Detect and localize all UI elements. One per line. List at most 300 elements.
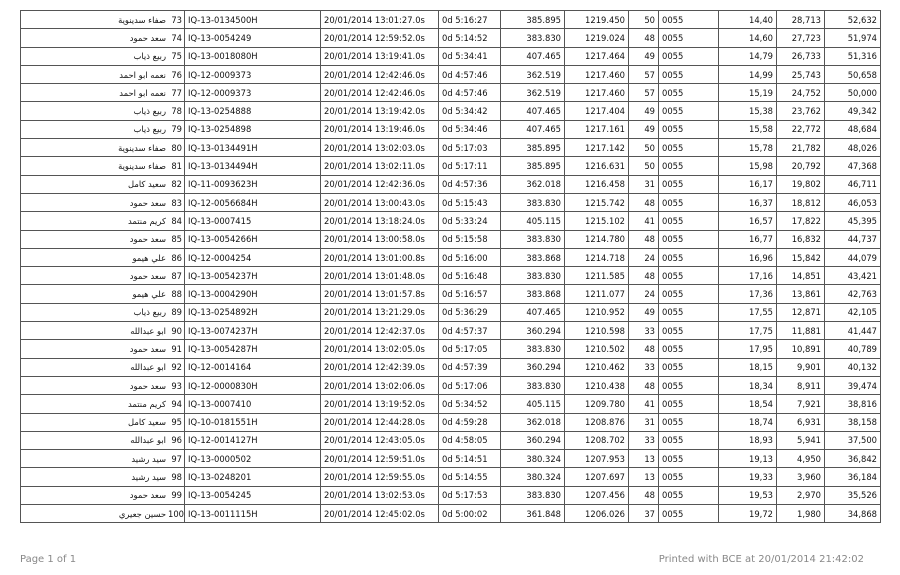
value-a-cell: 16,77 — [719, 230, 777, 248]
row-number: 79 — [171, 124, 182, 135]
speed-cell: 1211.585 — [565, 267, 629, 285]
value-a-cell: 18,34 — [719, 376, 777, 394]
name-cell — [21, 340, 185, 358]
code-cell: 0055 — [659, 267, 719, 285]
duration-cell: 0d 5:15:43 — [439, 193, 501, 211]
code-cell: 0055 — [659, 486, 719, 504]
duration-cell: 0d 5:33:24 — [439, 212, 501, 230]
distance-cell: 383.830 — [501, 193, 565, 211]
speed-cell: 1210.438 — [565, 376, 629, 394]
row-number: 80 — [171, 142, 182, 153]
code-cell: 0055 — [659, 84, 719, 102]
name-cell — [21, 395, 185, 413]
speed-cell: 1216.631 — [565, 157, 629, 175]
duration-cell: 0d 5:34:46 — [439, 120, 501, 138]
distance-cell: 362.018 — [501, 413, 565, 431]
distance-cell: 360.294 — [501, 358, 565, 376]
distance-cell: 380.324 — [501, 468, 565, 486]
count-cell: 31 — [629, 175, 659, 193]
datetime-cell: 20/01/2014 13:00:58.0s — [321, 230, 439, 248]
count-cell: 57 — [629, 84, 659, 102]
duration-cell: 0d 5:16:27 — [439, 11, 501, 29]
value-a-cell: 14,60 — [719, 29, 777, 47]
value-a-cell: 18,74 — [719, 413, 777, 431]
table-row — [21, 11, 881, 29]
name-cell — [21, 468, 185, 486]
name-cell — [21, 358, 185, 376]
row-number: 86 — [171, 252, 182, 263]
datetime-cell: 20/01/2014 12:42:39.0s — [321, 358, 439, 376]
value-c-cell: 45,395 — [825, 212, 881, 230]
name-cell — [21, 84, 185, 102]
speed-cell: 1217.142 — [565, 139, 629, 157]
speed-cell: 1206.026 — [565, 505, 629, 523]
name-cell — [21, 47, 185, 65]
duration-cell: 0d 5:14:55 — [439, 468, 501, 486]
name-cell — [21, 11, 185, 29]
speed-cell: 1207.697 — [565, 468, 629, 486]
duration-cell: 0d 5:36:29 — [439, 303, 501, 321]
speed-cell: 1208.702 — [565, 431, 629, 449]
participant-name: كريم منتمد — [128, 398, 166, 409]
participant-name: ابو عبدالله — [130, 325, 166, 336]
datetime-cell: 20/01/2014 13:02:03.0s — [321, 139, 439, 157]
datetime-cell: 20/01/2014 13:01:48.0s — [321, 267, 439, 285]
value-b-cell: 12,871 — [777, 303, 825, 321]
table-row — [21, 486, 881, 504]
row-number: 74 — [171, 32, 182, 43]
table-row — [21, 450, 881, 468]
row-number: 83 — [171, 197, 182, 208]
row-number: 77 — [171, 87, 182, 98]
name-cell — [21, 376, 185, 394]
value-b-cell: 3,960 — [777, 468, 825, 486]
table-row — [21, 248, 881, 266]
code-cell: 0055 — [659, 120, 719, 138]
participant-name: سعد حمود — [129, 197, 166, 208]
count-cell: 24 — [629, 248, 659, 266]
value-a-cell: 14,79 — [719, 47, 777, 65]
name-cell — [21, 139, 185, 157]
name-cell — [21, 450, 185, 468]
id-cell: IQ-13-0011115H — [185, 505, 321, 523]
name-cell — [21, 267, 185, 285]
duration-cell: 0d 5:17:06 — [439, 376, 501, 394]
id-cell: IQ-13-0254892H — [185, 303, 321, 321]
datetime-cell: 20/01/2014 12:42:46.0s — [321, 84, 439, 102]
code-cell: 0055 — [659, 505, 719, 523]
row-number: 76 — [171, 69, 182, 80]
row-number: 81 — [171, 161, 182, 172]
speed-cell: 1211.077 — [565, 285, 629, 303]
datetime-cell: 20/01/2014 13:19:42.0s — [321, 102, 439, 120]
count-cell: 48 — [629, 29, 659, 47]
id-cell: IQ-12-0004254 — [185, 248, 321, 266]
value-b-cell: 15,842 — [777, 248, 825, 266]
value-b-cell: 23,762 — [777, 102, 825, 120]
participant-name: ابو عبدالله — [130, 435, 166, 446]
speed-cell: 1215.102 — [565, 212, 629, 230]
row-number: 92 — [171, 362, 182, 373]
id-cell: IQ-13-0254898 — [185, 120, 321, 138]
duration-cell: 0d 5:00:02 — [439, 505, 501, 523]
datetime-cell: 20/01/2014 12:42:36.0s — [321, 175, 439, 193]
participant-name: ربيع ذياب — [133, 124, 166, 135]
duration-cell: 0d 5:17:11 — [439, 157, 501, 175]
distance-cell: 362.018 — [501, 175, 565, 193]
table-row — [21, 29, 881, 47]
id-cell: IQ-13-0054245 — [185, 486, 321, 504]
code-cell: 0055 — [659, 303, 719, 321]
value-a-cell: 15,19 — [719, 84, 777, 102]
participant-name: كريم منتمد — [128, 215, 166, 226]
value-c-cell: 48,026 — [825, 139, 881, 157]
row-number: 99 — [171, 490, 182, 501]
id-cell: IQ-13-0248201 — [185, 468, 321, 486]
datetime-cell: 20/01/2014 12:42:37.0s — [321, 322, 439, 340]
value-b-cell: 18,812 — [777, 193, 825, 211]
table-row — [21, 505, 881, 523]
speed-cell: 1219.450 — [565, 11, 629, 29]
count-cell: 48 — [629, 230, 659, 248]
id-cell: IQ-10-0181551H — [185, 413, 321, 431]
table-row — [21, 413, 881, 431]
count-cell: 49 — [629, 120, 659, 138]
id-cell: IQ-13-0074237H — [185, 322, 321, 340]
distance-cell: 383.830 — [501, 376, 565, 394]
name-cell — [21, 102, 185, 120]
distance-cell: 361.848 — [501, 505, 565, 523]
row-number: 85 — [171, 234, 182, 245]
distance-cell: 407.465 — [501, 120, 565, 138]
count-cell: 41 — [629, 395, 659, 413]
value-a-cell: 17,16 — [719, 267, 777, 285]
count-cell: 33 — [629, 322, 659, 340]
datetime-cell: 20/01/2014 12:43:05.0s — [321, 431, 439, 449]
id-cell: IQ-13-0004290H — [185, 285, 321, 303]
value-a-cell: 15,78 — [719, 139, 777, 157]
datetime-cell: 20/01/2014 13:19:46.0s — [321, 120, 439, 138]
code-cell: 0055 — [659, 468, 719, 486]
datetime-cell: 20/01/2014 13:01:00.8s — [321, 248, 439, 266]
duration-cell: 0d 5:34:52 — [439, 395, 501, 413]
participant-name: حسين جعيري — [118, 508, 166, 519]
name-cell — [21, 230, 185, 248]
value-b-cell: 8,911 — [777, 376, 825, 394]
distance-cell: 385.895 — [501, 157, 565, 175]
code-cell: 0055 — [659, 193, 719, 211]
name-cell — [21, 157, 185, 175]
value-c-cell: 37,500 — [825, 431, 881, 449]
speed-cell: 1210.952 — [565, 303, 629, 321]
value-c-cell: 50,000 — [825, 84, 881, 102]
value-b-cell: 20,792 — [777, 157, 825, 175]
value-c-cell: 38,158 — [825, 413, 881, 431]
count-cell: 31 — [629, 413, 659, 431]
participant-name: نعمه ابو احمد — [119, 87, 166, 98]
value-b-cell: 6,931 — [777, 413, 825, 431]
distance-cell: 380.324 — [501, 450, 565, 468]
table-row — [21, 395, 881, 413]
name-cell — [21, 486, 185, 504]
value-b-cell: 1,980 — [777, 505, 825, 523]
duration-cell: 0d 5:14:51 — [439, 450, 501, 468]
value-a-cell: 18,93 — [719, 431, 777, 449]
code-cell: 0055 — [659, 376, 719, 394]
name-cell — [21, 193, 185, 211]
id-cell: IQ-13-0007415 — [185, 212, 321, 230]
participant-name: سعد حمود — [129, 32, 166, 43]
value-b-cell: 22,772 — [777, 120, 825, 138]
printed-timestamp: Printed with BCE at 20/01/2014 21:42:02 — [658, 554, 864, 565]
value-c-cell: 44,737 — [825, 230, 881, 248]
distance-cell: 407.465 — [501, 303, 565, 321]
value-b-cell: 21,782 — [777, 139, 825, 157]
row-number: 78 — [171, 106, 182, 117]
results-table — [20, 10, 881, 523]
value-c-cell: 34,868 — [825, 505, 881, 523]
code-cell: 0055 — [659, 175, 719, 193]
datetime-cell: 20/01/2014 13:18:24.0s — [321, 212, 439, 230]
datetime-cell: 20/01/2014 12:42:46.0s — [321, 65, 439, 83]
value-a-cell: 18,54 — [719, 395, 777, 413]
datetime-cell: 20/01/2014 12:59:52.0s — [321, 29, 439, 47]
value-b-cell: 17,822 — [777, 212, 825, 230]
distance-cell: 383.830 — [501, 29, 565, 47]
participant-name: صفاء سدينوية — [118, 161, 166, 172]
value-b-cell: 14,851 — [777, 267, 825, 285]
id-cell: IQ-12-0014164 — [185, 358, 321, 376]
duration-cell: 0d 5:17:03 — [439, 139, 501, 157]
table-row — [21, 65, 881, 83]
participant-name: صفاء سدينوية — [118, 142, 166, 153]
speed-cell: 1210.462 — [565, 358, 629, 376]
participant-name: علي هيمو — [132, 252, 166, 263]
name-cell — [21, 413, 185, 431]
name-cell — [21, 175, 185, 193]
value-b-cell: 4,950 — [777, 450, 825, 468]
duration-cell: 0d 5:15:58 — [439, 230, 501, 248]
datetime-cell: 20/01/2014 13:19:41.0s — [321, 47, 439, 65]
value-a-cell: 15,98 — [719, 157, 777, 175]
table-row — [21, 193, 881, 211]
datetime-cell: 20/01/2014 13:02:11.0s — [321, 157, 439, 175]
participant-name: ربيع ذياب — [133, 307, 166, 318]
duration-cell: 0d 5:17:05 — [439, 340, 501, 358]
id-cell: IQ-11-0093623H — [185, 175, 321, 193]
id-cell: IQ-13-0054237H — [185, 267, 321, 285]
code-cell: 0055 — [659, 102, 719, 120]
name-cell — [21, 248, 185, 266]
value-b-cell: 7,921 — [777, 395, 825, 413]
speed-cell: 1217.404 — [565, 102, 629, 120]
value-c-cell: 48,684 — [825, 120, 881, 138]
value-b-cell: 24,752 — [777, 84, 825, 102]
count-cell: 50 — [629, 139, 659, 157]
row-number: 94 — [171, 398, 182, 409]
count-cell: 57 — [629, 65, 659, 83]
value-a-cell: 16,17 — [719, 175, 777, 193]
name-cell — [21, 303, 185, 321]
table-row — [21, 267, 881, 285]
row-number: 91 — [171, 343, 182, 354]
code-cell: 0055 — [659, 157, 719, 175]
datetime-cell: 20/01/2014 13:00:43.0s — [321, 193, 439, 211]
value-b-cell: 11,881 — [777, 322, 825, 340]
table-row — [21, 212, 881, 230]
count-cell: 33 — [629, 431, 659, 449]
value-c-cell: 49,342 — [825, 102, 881, 120]
table-row — [21, 230, 881, 248]
id-cell: IQ-12-0009373 — [185, 65, 321, 83]
duration-cell: 0d 5:34:41 — [439, 47, 501, 65]
datetime-cell: 20/01/2014 12:59:51.0s — [321, 450, 439, 468]
count-cell: 49 — [629, 303, 659, 321]
participant-name: سيد رشيد — [131, 453, 166, 464]
distance-cell: 362.519 — [501, 84, 565, 102]
count-cell: 48 — [629, 376, 659, 394]
datetime-cell: 20/01/2014 13:02:53.0s — [321, 486, 439, 504]
value-c-cell: 40,789 — [825, 340, 881, 358]
count-cell: 48 — [629, 193, 659, 211]
count-cell: 50 — [629, 11, 659, 29]
table-row — [21, 157, 881, 175]
value-b-cell: 16,832 — [777, 230, 825, 248]
value-b-cell: 25,743 — [777, 65, 825, 83]
table-row — [21, 120, 881, 138]
code-cell: 0055 — [659, 248, 719, 266]
id-cell: IQ-12-0056684H — [185, 193, 321, 211]
value-b-cell: 28,713 — [777, 11, 825, 29]
value-c-cell: 51,316 — [825, 47, 881, 65]
id-cell: IQ-13-0007410 — [185, 395, 321, 413]
duration-cell: 0d 4:57:46 — [439, 84, 501, 102]
duration-cell: 0d 4:57:36 — [439, 175, 501, 193]
speed-cell: 1207.953 — [565, 450, 629, 468]
count-cell: 48 — [629, 340, 659, 358]
count-cell: 49 — [629, 102, 659, 120]
name-cell — [21, 120, 185, 138]
row-number: 96 — [171, 435, 182, 446]
code-cell: 0055 — [659, 230, 719, 248]
distance-cell: 383.868 — [501, 248, 565, 266]
value-c-cell: 41,447 — [825, 322, 881, 340]
value-a-cell: 14,40 — [719, 11, 777, 29]
duration-cell: 0d 4:57:39 — [439, 358, 501, 376]
datetime-cell: 20/01/2014 13:19:52.0s — [321, 395, 439, 413]
code-cell: 0055 — [659, 285, 719, 303]
speed-cell: 1210.598 — [565, 322, 629, 340]
distance-cell: 385.895 — [501, 11, 565, 29]
id-cell: IQ-12-0009373 — [185, 84, 321, 102]
table-row — [21, 340, 881, 358]
code-cell: 0055 — [659, 395, 719, 413]
name-cell — [21, 29, 185, 47]
distance-cell: 360.294 — [501, 431, 565, 449]
id-cell: IQ-13-0018080H — [185, 47, 321, 65]
value-c-cell: 51,974 — [825, 29, 881, 47]
value-c-cell: 39,474 — [825, 376, 881, 394]
participant-name: علي هيمو — [132, 289, 166, 300]
table-row — [21, 175, 881, 193]
duration-cell: 0d 4:59:28 — [439, 413, 501, 431]
value-c-cell: 46,711 — [825, 175, 881, 193]
value-c-cell: 42,105 — [825, 303, 881, 321]
id-cell: IQ-12-0014127H — [185, 431, 321, 449]
participant-name: صفاء سدينوية — [118, 14, 166, 25]
duration-cell: 0d 5:16:48 — [439, 267, 501, 285]
value-a-cell: 16,37 — [719, 193, 777, 211]
name-cell — [21, 65, 185, 83]
row-number: 90 — [171, 325, 182, 336]
row-number: 100 — [168, 508, 184, 519]
speed-cell: 1217.460 — [565, 65, 629, 83]
speed-cell: 1219.024 — [565, 29, 629, 47]
distance-cell: 383.830 — [501, 340, 565, 358]
distance-cell: 385.895 — [501, 139, 565, 157]
row-number: 88 — [171, 289, 182, 300]
value-a-cell: 16,57 — [719, 212, 777, 230]
value-b-cell: 2,970 — [777, 486, 825, 504]
duration-cell: 0d 5:16:57 — [439, 285, 501, 303]
table-row — [21, 84, 881, 102]
speed-cell: 1210.502 — [565, 340, 629, 358]
page-number: Page 1 of 1 — [20, 554, 77, 565]
participant-name: سعد حمود — [129, 380, 166, 391]
table-row — [21, 468, 881, 486]
value-a-cell: 19,33 — [719, 468, 777, 486]
distance-cell: 362.519 — [501, 65, 565, 83]
value-c-cell: 46,053 — [825, 193, 881, 211]
duration-cell: 0d 4:57:37 — [439, 322, 501, 340]
count-cell: 33 — [629, 358, 659, 376]
value-a-cell: 14,99 — [719, 65, 777, 83]
participant-name: سعيد كامل — [127, 179, 166, 190]
duration-cell: 0d 5:16:00 — [439, 248, 501, 266]
code-cell: 0055 — [659, 11, 719, 29]
value-c-cell: 47,368 — [825, 157, 881, 175]
id-cell: IQ-13-0054249 — [185, 29, 321, 47]
distance-cell: 405.115 — [501, 395, 565, 413]
id-cell: IQ-13-0000502 — [185, 450, 321, 468]
id-cell: IQ-13-0134500H — [185, 11, 321, 29]
participant-name: سعد حمود — [129, 270, 166, 281]
id-cell: IQ-13-0254888 — [185, 102, 321, 120]
distance-cell: 360.294 — [501, 322, 565, 340]
duration-cell: 0d 5:34:42 — [439, 102, 501, 120]
speed-cell: 1217.161 — [565, 120, 629, 138]
code-cell: 0055 — [659, 139, 719, 157]
participant-name: سعد حمود — [129, 234, 166, 245]
row-number: 82 — [171, 179, 182, 190]
count-cell: 48 — [629, 486, 659, 504]
value-c-cell: 35,526 — [825, 486, 881, 504]
value-b-cell: 26,733 — [777, 47, 825, 65]
value-a-cell: 17,55 — [719, 303, 777, 321]
duration-cell: 0d 5:14:52 — [439, 29, 501, 47]
id-cell: IQ-13-0054266H — [185, 230, 321, 248]
results-table-body — [21, 11, 881, 523]
value-c-cell: 40,132 — [825, 358, 881, 376]
code-cell: 0055 — [659, 29, 719, 47]
speed-cell: 1215.742 — [565, 193, 629, 211]
datetime-cell: 20/01/2014 12:44:28.0s — [321, 413, 439, 431]
speed-cell: 1217.464 — [565, 47, 629, 65]
code-cell: 0055 — [659, 431, 719, 449]
code-cell: 0055 — [659, 358, 719, 376]
speed-cell: 1214.780 — [565, 230, 629, 248]
count-cell: 37 — [629, 505, 659, 523]
